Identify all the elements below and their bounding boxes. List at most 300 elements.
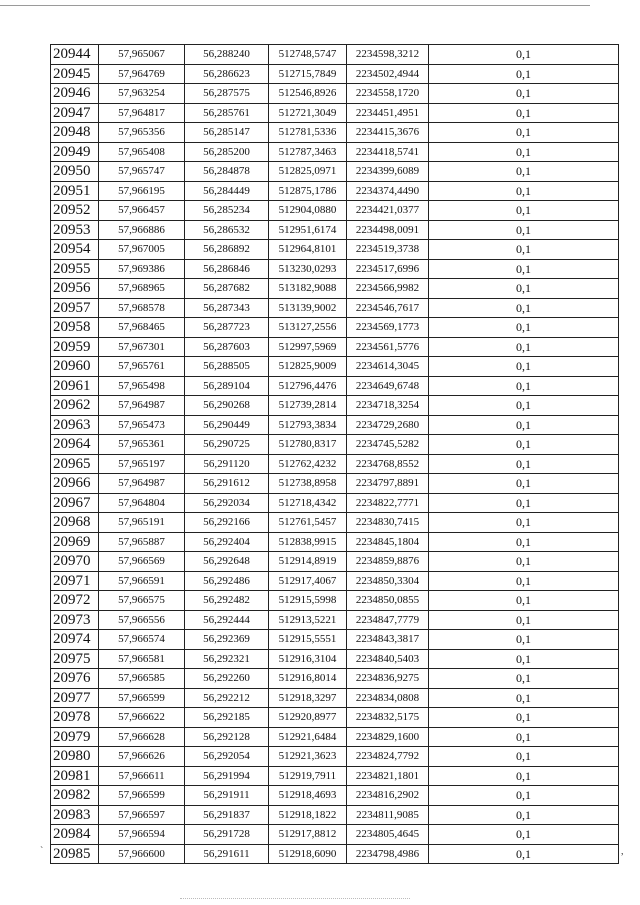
y-coordinate-cell: 2234561,5776 [347,337,429,357]
table-row [51,474,619,494]
accuracy-cell: 0,1 [429,123,619,143]
point-id-cell: 20982 [51,786,99,806]
accuracy-cell: 0,1 [429,279,619,299]
table-row [51,162,619,182]
y-coordinate-cell: 2234824,7792 [347,747,429,767]
table-row [51,45,619,65]
latitude-cell: 57,965191 [99,513,185,533]
longitude-cell: 56,292404 [185,532,269,552]
x-coordinate-cell: 512915,5998 [269,591,347,611]
table-row [51,805,619,825]
x-coordinate-cell: 512921,6484 [269,727,347,747]
y-coordinate-cell: 2234840,5403 [347,649,429,669]
table-row [51,786,619,806]
table-row [51,727,619,747]
x-coordinate-cell: 512915,5551 [269,630,347,650]
point-id-cell: 20973 [51,610,99,630]
longitude-cell: 56,284878 [185,162,269,182]
y-coordinate-cell: 2234729,2680 [347,415,429,435]
y-coordinate-cell: 2234822,7771 [347,493,429,513]
accuracy-cell: 0,1 [429,240,619,260]
accuracy-cell: 0,1 [429,825,619,845]
x-coordinate-cell: 512796,4476 [269,376,347,396]
y-coordinate-cell: 2234805,4645 [347,825,429,845]
latitude-cell: 57,967005 [99,240,185,260]
latitude-cell: 57,966457 [99,201,185,221]
point-id-cell: 20951 [51,181,99,201]
accuracy-cell: 0,1 [429,708,619,728]
y-coordinate-cell: 2234569,1773 [347,318,429,338]
latitude-cell: 57,965067 [99,45,185,65]
accuracy-cell: 0,1 [429,669,619,689]
accuracy-cell: 0,1 [429,591,619,611]
longitude-cell: 56,287575 [185,84,269,104]
table-row [51,142,619,162]
table-row [51,220,619,240]
x-coordinate-cell: 512875,1786 [269,181,347,201]
point-id-cell: 20969 [51,532,99,552]
x-coordinate-cell: 512748,5747 [269,45,347,65]
point-id-cell: 20952 [51,201,99,221]
accuracy-cell: 0,1 [429,747,619,767]
y-coordinate-cell: 2234830,7415 [347,513,429,533]
accuracy-cell: 0,1 [429,103,619,123]
margin-mark-right: , [621,846,624,857]
longitude-cell: 56,292321 [185,649,269,669]
y-coordinate-cell: 2234502,4944 [347,64,429,84]
longitude-cell: 56,289104 [185,376,269,396]
longitude-cell: 56,284449 [185,181,269,201]
accuracy-cell: 0,1 [429,142,619,162]
x-coordinate-cell: 512762,4232 [269,454,347,474]
x-coordinate-cell: 512793,3834 [269,415,347,435]
latitude-cell: 57,964987 [99,396,185,416]
x-coordinate-cell: 512921,3623 [269,747,347,767]
point-id-cell: 20984 [51,825,99,845]
x-coordinate-cell: 512917,8812 [269,825,347,845]
longitude-cell: 56,292648 [185,552,269,572]
latitude-cell: 57,966575 [99,591,185,611]
x-coordinate-cell: 512718,4342 [269,493,347,513]
y-coordinate-cell: 2234836,9275 [347,669,429,689]
x-coordinate-cell: 512715,7849 [269,64,347,84]
latitude-cell: 57,966594 [99,825,185,845]
table-row [51,415,619,435]
table-row [51,201,619,221]
x-coordinate-cell: 512914,8919 [269,552,347,572]
longitude-cell: 56,292482 [185,591,269,611]
latitude-cell: 57,966597 [99,805,185,825]
longitude-cell: 56,292369 [185,630,269,650]
latitude-cell: 57,966626 [99,747,185,767]
point-id-cell: 20962 [51,396,99,416]
x-coordinate-cell: 512997,5969 [269,337,347,357]
x-coordinate-cell: 512920,8977 [269,708,347,728]
y-coordinate-cell: 2234847,7779 [347,610,429,630]
longitude-cell: 56,291611 [185,844,269,864]
latitude-cell: 57,965498 [99,376,185,396]
longitude-cell: 56,288505 [185,357,269,377]
accuracy-cell: 0,1 [429,630,619,650]
longitude-cell: 56,287343 [185,298,269,318]
accuracy-cell: 0,1 [429,220,619,240]
accuracy-cell: 0,1 [429,844,619,864]
table-row [51,357,619,377]
latitude-cell: 57,966600 [99,844,185,864]
table-row [51,181,619,201]
accuracy-cell: 0,1 [429,396,619,416]
longitude-cell: 56,285147 [185,123,269,143]
x-coordinate-cell: 512738,8958 [269,474,347,494]
longitude-cell: 56,286532 [185,220,269,240]
table-row [51,825,619,845]
y-coordinate-cell: 2234566,9982 [347,279,429,299]
y-coordinate-cell: 2234797,8891 [347,474,429,494]
accuracy-cell: 0,1 [429,181,619,201]
point-id-cell: 20953 [51,220,99,240]
x-coordinate-cell: 513139,9002 [269,298,347,318]
y-coordinate-cell: 2234519,3738 [347,240,429,260]
latitude-cell: 57,966195 [99,181,185,201]
latitude-cell: 57,966581 [99,649,185,669]
point-id-cell: 20959 [51,337,99,357]
accuracy-cell: 0,1 [429,318,619,338]
latitude-cell: 57,966585 [99,669,185,689]
x-coordinate-cell: 512781,5336 [269,123,347,143]
x-coordinate-cell: 512739,2814 [269,396,347,416]
longitude-cell: 56,285761 [185,103,269,123]
y-coordinate-cell: 2234821,1801 [347,766,429,786]
longitude-cell: 56,292486 [185,571,269,591]
point-id-cell: 20961 [51,376,99,396]
accuracy-cell: 0,1 [429,259,619,279]
table-row [51,435,619,455]
accuracy-cell: 0,1 [429,649,619,669]
x-coordinate-cell: 512825,9009 [269,357,347,377]
latitude-cell: 57,965747 [99,162,185,182]
table-row [51,493,619,513]
latitude-cell: 57,966611 [99,766,185,786]
accuracy-cell: 0,1 [429,454,619,474]
margin-mark-left: ` [40,846,44,857]
longitude-cell: 56,291612 [185,474,269,494]
longitude-cell: 56,292128 [185,727,269,747]
longitude-cell: 56,292054 [185,747,269,767]
point-id-cell: 20947 [51,103,99,123]
longitude-cell: 56,292212 [185,688,269,708]
latitude-cell: 57,964769 [99,64,185,84]
y-coordinate-cell: 2234798,4986 [347,844,429,864]
accuracy-cell: 0,1 [429,727,619,747]
longitude-cell: 56,291728 [185,825,269,845]
longitude-cell: 56,287682 [185,279,269,299]
table-row [51,649,619,669]
latitude-cell: 57,966886 [99,220,185,240]
point-id-cell: 20958 [51,318,99,338]
latitude-cell: 57,964817 [99,103,185,123]
y-coordinate-cell: 2234374,4490 [347,181,429,201]
y-coordinate-cell: 2234816,2902 [347,786,429,806]
point-id-cell: 20950 [51,162,99,182]
accuracy-cell: 0,1 [429,298,619,318]
point-id-cell: 20967 [51,493,99,513]
x-coordinate-cell: 513182,9088 [269,279,347,299]
accuracy-cell: 0,1 [429,357,619,377]
y-coordinate-cell: 2234614,3045 [347,357,429,377]
latitude-cell: 57,965473 [99,415,185,435]
longitude-cell: 56,290268 [185,396,269,416]
y-coordinate-cell: 2234834,0808 [347,688,429,708]
y-coordinate-cell: 2234811,9085 [347,805,429,825]
latitude-cell: 57,966599 [99,786,185,806]
x-coordinate-cell: 512546,8926 [269,84,347,104]
y-coordinate-cell: 2234399,6089 [347,162,429,182]
latitude-cell: 57,964804 [99,493,185,513]
accuracy-cell: 0,1 [429,201,619,221]
point-id-cell: 20971 [51,571,99,591]
accuracy-cell: 0,1 [429,64,619,84]
x-coordinate-cell: 512918,6090 [269,844,347,864]
y-coordinate-cell: 2234415,3676 [347,123,429,143]
y-coordinate-cell: 2234649,6748 [347,376,429,396]
accuracy-cell: 0,1 [429,45,619,65]
latitude-cell: 57,966574 [99,630,185,650]
latitude-cell: 57,968465 [99,318,185,338]
longitude-cell: 56,286892 [185,240,269,260]
x-coordinate-cell: 512780,8317 [269,435,347,455]
table-row [51,84,619,104]
y-coordinate-cell: 2234451,4951 [347,103,429,123]
longitude-cell: 56,287723 [185,318,269,338]
table-row [51,123,619,143]
top-rule [0,5,590,6]
y-coordinate-cell: 2234859,8876 [347,552,429,572]
x-coordinate-cell: 512918,4693 [269,786,347,806]
x-coordinate-cell: 512951,6174 [269,220,347,240]
y-coordinate-cell: 2234745,5282 [347,435,429,455]
table-row [51,532,619,552]
point-id-cell: 20979 [51,727,99,747]
longitude-cell: 56,290725 [185,435,269,455]
x-coordinate-cell: 513230,0293 [269,259,347,279]
point-id-cell: 20945 [51,64,99,84]
y-coordinate-cell: 2234598,3212 [347,45,429,65]
latitude-cell: 57,966628 [99,727,185,747]
longitude-cell: 56,292034 [185,493,269,513]
table-row [51,396,619,416]
point-id-cell: 20976 [51,669,99,689]
latitude-cell: 57,969386 [99,259,185,279]
accuracy-cell: 0,1 [429,435,619,455]
point-id-cell: 20949 [51,142,99,162]
point-id-cell: 20983 [51,805,99,825]
point-id-cell: 20965 [51,454,99,474]
table-row [51,669,619,689]
x-coordinate-cell: 512904,0880 [269,201,347,221]
latitude-cell: 57,966569 [99,552,185,572]
accuracy-cell: 0,1 [429,571,619,591]
x-coordinate-cell: 512916,3104 [269,649,347,669]
latitude-cell: 57,968965 [99,279,185,299]
y-coordinate-cell: 2234850,0855 [347,591,429,611]
x-coordinate-cell: 512787,3463 [269,142,347,162]
table-row [51,552,619,572]
point-id-cell: 20944 [51,45,99,65]
x-coordinate-cell: 512919,7911 [269,766,347,786]
table-row [51,591,619,611]
y-coordinate-cell: 2234768,8552 [347,454,429,474]
table-row [51,259,619,279]
x-coordinate-cell: 512918,3297 [269,688,347,708]
point-id-cell: 20970 [51,552,99,572]
point-id-cell: 20963 [51,415,99,435]
point-id-cell: 20975 [51,649,99,669]
x-coordinate-cell: 512913,5221 [269,610,347,630]
table-row [51,571,619,591]
table-row [51,376,619,396]
latitude-cell: 57,965356 [99,123,185,143]
point-id-cell: 20966 [51,474,99,494]
longitude-cell: 56,286623 [185,64,269,84]
table-body [51,45,619,864]
point-id-cell: 20985 [51,844,99,864]
longitude-cell: 56,290449 [185,415,269,435]
x-coordinate-cell: 512721,3049 [269,103,347,123]
longitude-cell: 56,286846 [185,259,269,279]
table-row [51,513,619,533]
table-row [51,688,619,708]
accuracy-cell: 0,1 [429,532,619,552]
x-coordinate-cell: 512838,9915 [269,532,347,552]
x-coordinate-cell: 512917,4067 [269,571,347,591]
latitude-cell: 57,966556 [99,610,185,630]
longitude-cell: 56,291994 [185,766,269,786]
longitude-cell: 56,285200 [185,142,269,162]
point-id-cell: 20957 [51,298,99,318]
latitude-cell: 57,964987 [99,474,185,494]
latitude-cell: 57,965761 [99,357,185,377]
point-id-cell: 20968 [51,513,99,533]
accuracy-cell: 0,1 [429,766,619,786]
point-id-cell: 20978 [51,708,99,728]
table-row [51,64,619,84]
longitude-cell: 56,292260 [185,669,269,689]
point-id-cell: 20960 [51,357,99,377]
y-coordinate-cell: 2234418,5741 [347,142,429,162]
table-row [51,766,619,786]
y-coordinate-cell: 2234845,1804 [347,532,429,552]
y-coordinate-cell: 2234421,0377 [347,201,429,221]
accuracy-cell: 0,1 [429,493,619,513]
table-row [51,318,619,338]
longitude-cell: 56,288240 [185,45,269,65]
table-row [51,240,619,260]
point-id-cell: 20955 [51,259,99,279]
point-id-cell: 20972 [51,591,99,611]
point-id-cell: 20977 [51,688,99,708]
longitude-cell: 56,292166 [185,513,269,533]
y-coordinate-cell: 2234517,6996 [347,259,429,279]
accuracy-cell: 0,1 [429,786,619,806]
table-row [51,103,619,123]
point-id-cell: 20980 [51,747,99,767]
latitude-cell: 57,968578 [99,298,185,318]
y-coordinate-cell: 2234850,3304 [347,571,429,591]
y-coordinate-cell: 2234829,1600 [347,727,429,747]
longitude-cell: 56,285234 [185,201,269,221]
x-coordinate-cell: 512916,8014 [269,669,347,689]
accuracy-cell: 0,1 [429,805,619,825]
longitude-cell: 56,291911 [185,786,269,806]
accuracy-cell: 0,1 [429,610,619,630]
table-row [51,630,619,650]
accuracy-cell: 0,1 [429,513,619,533]
longitude-cell: 56,292444 [185,610,269,630]
latitude-cell: 57,965408 [99,142,185,162]
point-id-cell: 20981 [51,766,99,786]
longitude-cell: 56,291837 [185,805,269,825]
x-coordinate-cell: 512825,0971 [269,162,347,182]
latitude-cell: 57,965197 [99,454,185,474]
accuracy-cell: 0,1 [429,552,619,572]
point-id-cell: 20954 [51,240,99,260]
y-coordinate-cell: 2234558,1720 [347,84,429,104]
point-id-cell: 20948 [51,123,99,143]
latitude-cell: 57,965361 [99,435,185,455]
y-coordinate-cell: 2234843,3817 [347,630,429,650]
coordinates-table [50,44,619,864]
table-row [51,610,619,630]
table-row [51,747,619,767]
x-coordinate-cell: 512761,5457 [269,513,347,533]
table-row [51,454,619,474]
accuracy-cell: 0,1 [429,474,619,494]
point-id-cell: 20946 [51,84,99,104]
table-row [51,844,619,864]
accuracy-cell: 0,1 [429,688,619,708]
point-id-cell: 20964 [51,435,99,455]
y-coordinate-cell: 2234546,7617 [347,298,429,318]
longitude-cell: 56,291120 [185,454,269,474]
y-coordinate-cell: 2234832,5175 [347,708,429,728]
bottom-dotted-rule [180,898,410,899]
longitude-cell: 56,287603 [185,337,269,357]
y-coordinate-cell: 2234718,3254 [347,396,429,416]
latitude-cell: 57,965887 [99,532,185,552]
latitude-cell: 57,963254 [99,84,185,104]
accuracy-cell: 0,1 [429,376,619,396]
table-row [51,708,619,728]
latitude-cell: 57,966591 [99,571,185,591]
table-row [51,298,619,318]
accuracy-cell: 0,1 [429,162,619,182]
x-coordinate-cell: 512918,1822 [269,805,347,825]
x-coordinate-cell: 513127,2556 [269,318,347,338]
table-row [51,279,619,299]
x-coordinate-cell: 512964,8101 [269,240,347,260]
point-id-cell: 20974 [51,630,99,650]
accuracy-cell: 0,1 [429,337,619,357]
accuracy-cell: 0,1 [429,84,619,104]
point-id-cell: 20956 [51,279,99,299]
latitude-cell: 57,966599 [99,688,185,708]
latitude-cell: 57,967301 [99,337,185,357]
y-coordinate-cell: 2234498,0091 [347,220,429,240]
latitude-cell: 57,966622 [99,708,185,728]
accuracy-cell: 0,1 [429,415,619,435]
longitude-cell: 56,292185 [185,708,269,728]
table-row [51,337,619,357]
